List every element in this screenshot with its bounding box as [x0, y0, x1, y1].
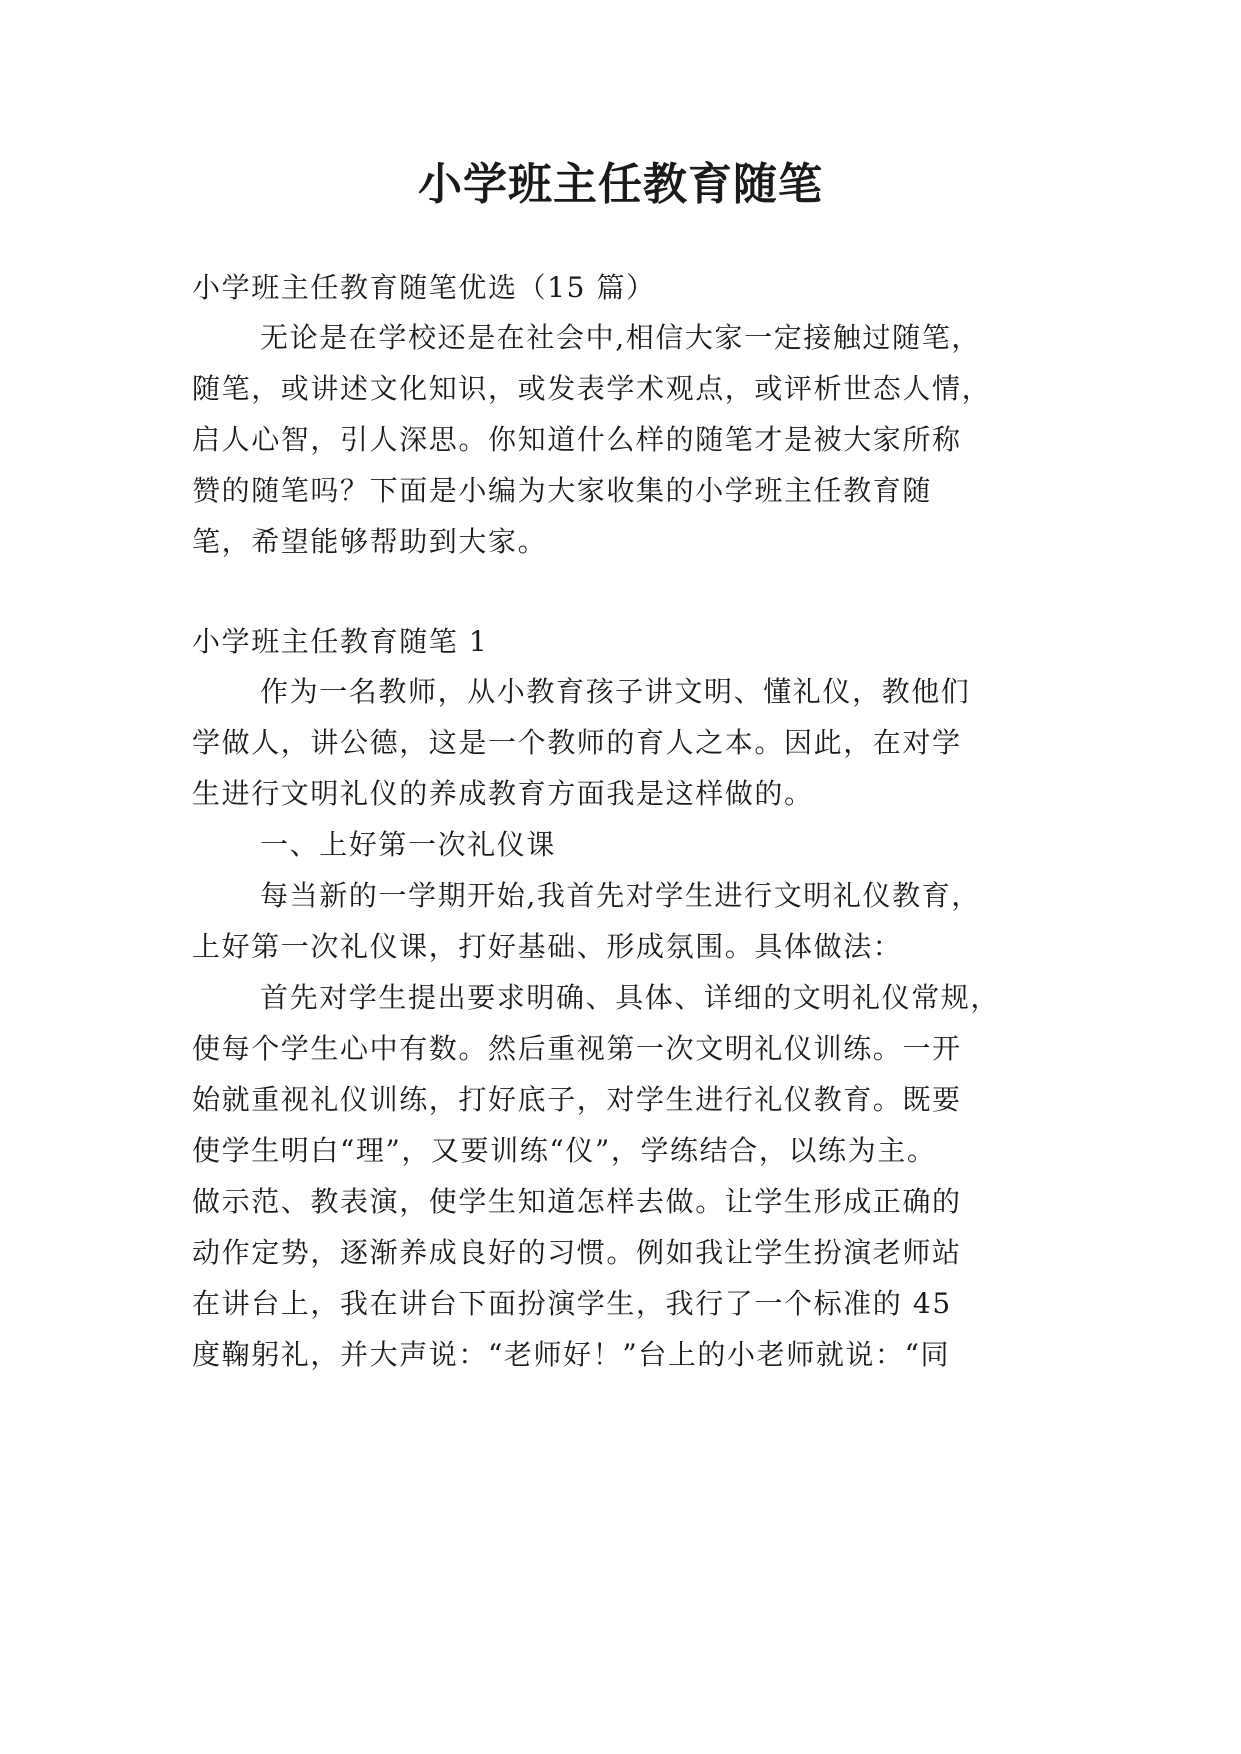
section-heading: 小学班主任教育随笔 1: [192, 625, 489, 658]
paragraph-line: 生进行文明礼仪的养成教育方面我是这样做的。: [192, 777, 814, 810]
paragraph-line: 学做人，讲公德，这是一个教师的育人之本。因此，在对学: [192, 726, 962, 759]
subheading: 一、上好第一次礼仪课: [260, 828, 557, 861]
paragraph-line: 作为一名教师，从小教育孩子讲文明、懂礼仪，教他们: [260, 675, 971, 708]
intro-line: 笔，希望能够帮助到大家。: [192, 525, 548, 558]
paragraph-line: 动作定势，逐渐养成良好的习惯。例如我让学生扮演老师站: [192, 1236, 962, 1269]
intro-line: 随笔，或讲述文化知识，或发表学术观点，或评析世态人情，: [192, 372, 992, 405]
paragraph-line: 首先对学生提出要求明确、具体、详细的文明礼仪常规，: [260, 981, 1001, 1014]
paragraph-line: 上好第一次礼仪课，打好基础、形成氛围。具体做法：: [192, 930, 903, 963]
intro-line: 赞的随笔吗？下面是小编为大家收集的小学班主任教育随: [192, 474, 933, 507]
paragraph-line: 始就重视礼仪训练，打好底子，对学生进行礼仪教育。既要: [192, 1083, 962, 1116]
intro-line: 启人心智，引人深思。你知道什么样的随笔才是被大家所称: [192, 423, 962, 456]
intro-line: 无论是在学校还是在社会中,相信大家一定接触过随笔，: [260, 321, 981, 354]
document-subtitle: 小学班主任教育随笔优选（15 篇）: [192, 271, 656, 304]
paragraph-line: 在讲台上，我在讲台下面扮演学生，我行了一个标准的 45: [192, 1287, 952, 1320]
paragraph-line: 做示范、教表演，使学生知道怎样去做。让学生形成正确的: [192, 1185, 962, 1218]
paragraph-line: 度鞠躬礼，并大声说：“老师好！”台上的小老师就说：“同: [192, 1338, 951, 1371]
paragraph-line: 使学生明白“理”，又要训练“仪”，学练结合，以练为主。: [192, 1134, 937, 1167]
document-title: 小学班主任教育随笔: [418, 159, 823, 210]
paragraph-line: 每当新的一学期开始,我首先对学生进行文明礼仪教育，: [260, 879, 981, 912]
paragraph-line: 使每个学生心中有数。然后重视第一次文明礼仪训练。一开: [192, 1032, 962, 1065]
